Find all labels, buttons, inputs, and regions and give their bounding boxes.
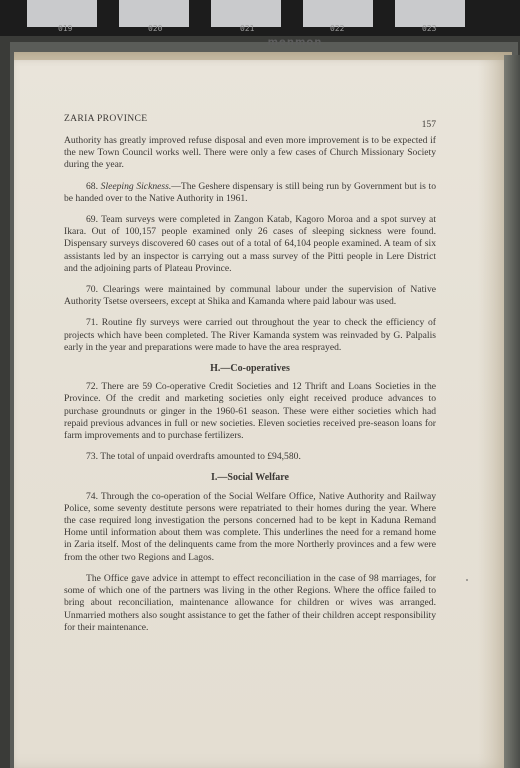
frame-number: 020 (148, 24, 163, 33)
film-frame (395, 0, 465, 27)
book-spine (504, 55, 520, 768)
page-body (64, 135, 436, 634)
page-edge-stain (14, 52, 512, 60)
frame-number: 022 (330, 24, 345, 33)
film-frame (211, 0, 281, 27)
paragraph-text: Clearings were maintained by communal labour under the supervision of Native Authority Tsetse overseers, except at Shika and Kamanda where paid labour was used. (64, 284, 436, 308)
paragraph-number: 73. (86, 451, 101, 463)
numbered-paragraph (64, 181, 436, 205)
continuation-paragraph (64, 135, 436, 172)
paragraph-text: Through the co-operation of the Social Welfare Office, Native Authority and Railway Police, some seventy destitute persons were repatriated to their homes during the year. Where the case required long investigation the persons concerned had to be kept in Kaduna Remand Home until information about them was complete. This underlines the need for a remand home in Zaria itself. Most of the delinquents came from the more Northerly provinces and a few were from the other two Regions and Lagos. (64, 490, 437, 563)
numbered-paragraph (64, 284, 436, 308)
paragraph-number: 69. (86, 214, 102, 226)
running-head-title: ZARIA PROVINCE (64, 113, 148, 124)
section-heading: I.—Social Welfare (211, 472, 289, 484)
paragraph-text: There are 59 Co-operative Credit Societies and 12 Thrift and Loans Societies in the Province. Of the credit and marketing societies only eight received produce advances to purchase groundnuts or ginger in the 1960-61 season. These were either societies which had repaid previous advances in full or new societies. Eleven societies received pre-season loans for farm improvements and to purchase fertilizers. (64, 381, 436, 442)
clip-label: menmon (267, 37, 323, 48)
running-head (64, 113, 436, 130)
paragraph-italic-heading: Sleeping Sickness. (100, 180, 172, 192)
paragraph-number: 71. (86, 317, 102, 329)
film-strip (0, 0, 520, 36)
numbered-paragraph (64, 491, 436, 564)
page-speck (466, 579, 468, 581)
page-number: 157 (421, 119, 436, 130)
paragraph-text: The Office gave advice in attempt to effect reconciliation in the case of 98 marriages, for some of which one of the partners was living in the other Regions. Where the office failed to bring about reconciliation, maintenance allowance for children or wives was arranged. Unmarried mothers also sought assistance to get the father of their children accept responsibility for their maintenance. (64, 572, 436, 633)
film-frame (119, 0, 189, 27)
paragraph-number: 70. (86, 284, 103, 296)
frame-number: 021 (240, 24, 255, 33)
frame-number: 019 (58, 24, 73, 33)
paragraph-text: Routine fly surveys were carried out throughout the year to check the efficiency of projects which have been completed. The River Kamanda system was reinvaded by G. Palpalis early in the year and preparations were made to have the area resprayed. (64, 317, 436, 353)
section-heading: H.—Co-operatives (210, 363, 290, 375)
numbered-paragraph (64, 451, 436, 463)
paragraph-text: The total of unpaid overdrafts amounted to £94,580. (100, 451, 301, 463)
paragraph-text: Team surveys were completed in Zangon Katab, Kagoro Moroa and a spot survey at Ikara. Out of 100,157 people examined only 26 cases of sleeping sickness were found. Dispensary surveys discovered 60 cases out of a total of 64,104 people examined. A team of six assistants led by an inspector is carrying out a mass survey of the Pitti people in Lere District and the adjoining parts of Plateau Province. (64, 214, 436, 274)
numbered-paragraph (64, 214, 436, 275)
paragraph-text: —The Geshere dispensary is still being run by Government but is to be handed over to the Native Authority in 1961. (64, 180, 436, 204)
frame-number: 023 (422, 24, 437, 33)
paragraph-text: Authority has greatly improved refuse disposal and even more improvement is to be expected if the new Town Council works well. There were only a few cases of Church Missionary Society during the year. (64, 135, 436, 171)
paragraph-number: 74. (86, 490, 101, 502)
paragraph-number: 68. (86, 180, 101, 192)
film-frame (27, 0, 97, 27)
paragraph-number: 72. (86, 381, 102, 393)
numbered-paragraph (64, 317, 436, 354)
film-frame (303, 0, 373, 27)
numbered-paragraph (64, 381, 436, 442)
numbered-paragraph (64, 573, 436, 634)
